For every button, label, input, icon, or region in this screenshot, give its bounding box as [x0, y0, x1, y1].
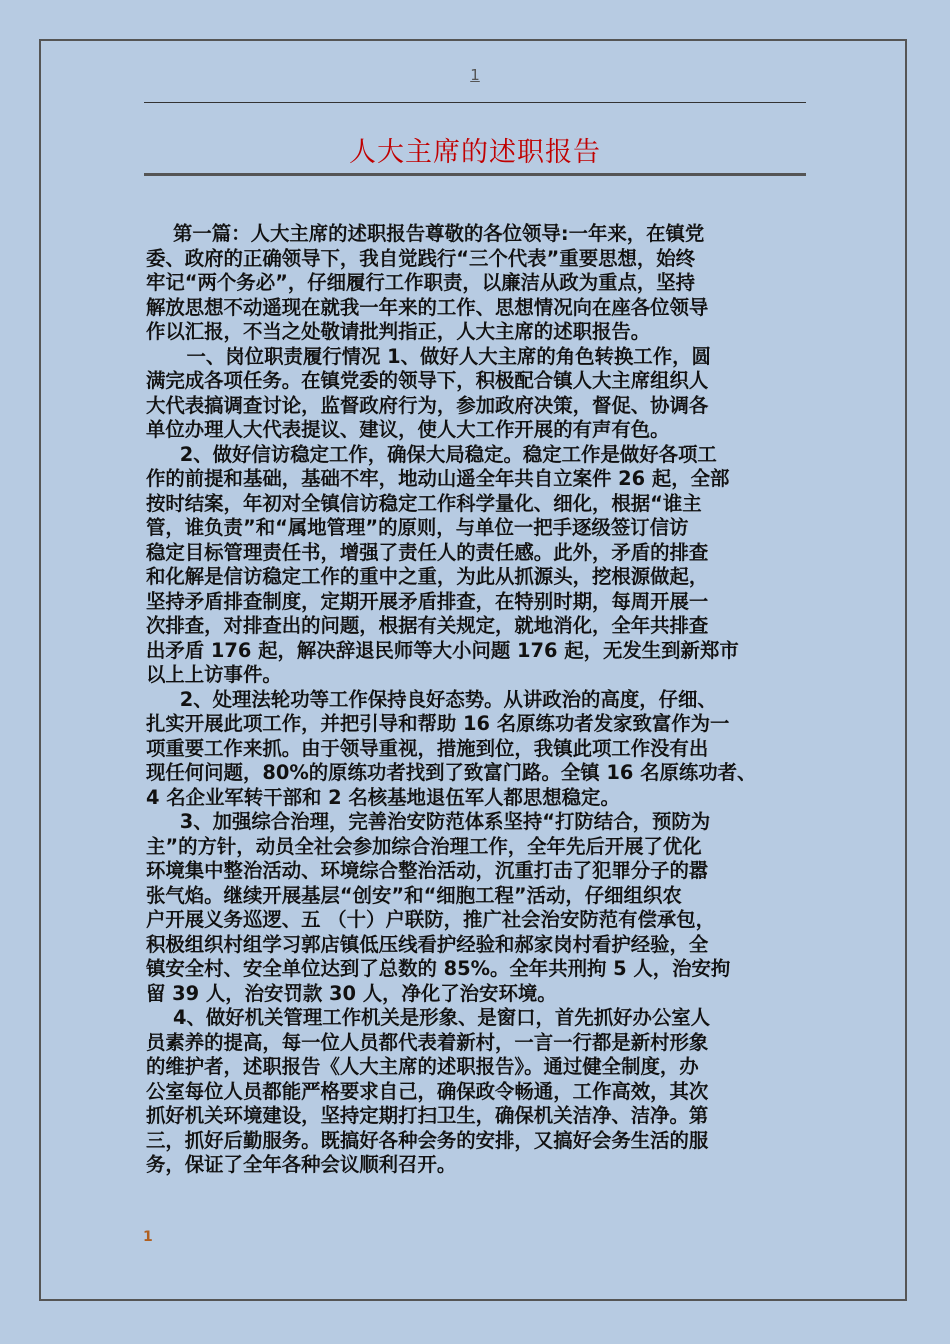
- text-line: 积极组织村组学习郭店镇低压线看护经验和郝家岗村看护经验，全: [146, 932, 709, 956]
- text-line: 2、处理法轮功等工作保持良好态势。从讲政治的高度，仔细、: [146, 687, 717, 711]
- document-title: 人大主席的述职报告: [349, 137, 601, 168]
- header-page-number: 1: [470, 66, 480, 84]
- paragraph: [146, 443, 808, 688]
- text-line: 公室每位人员都能严格要求自己，确保政令畅通，工作高效，其次: [146, 1079, 709, 1103]
- text-line: 第一篇：人大主席的述职报告尊敬的各位领导:一年来，在镇党: [146, 222, 705, 245]
- text-line: 项重要工作来抓。由于领导重视，措施到位，我镇此项工作没有出: [146, 736, 709, 760]
- text-line: 环境集中整治活动、环境综合整治活动，沉重打击了犯罪分子的嚣: [146, 859, 709, 882]
- text-line: 出矛盾 176 起，解决辞退民师等大小问题 176 起，无发生到新郑市: [146, 638, 739, 662]
- text-line: 一、岗位职责履行情况 1、做好人大主席的角色转换工作，圆: [146, 344, 711, 368]
- paragraph: [146, 345, 808, 443]
- document-body: [146, 222, 808, 1178]
- text-line: 抓好机关环境建设，坚持定期打扫卫生，确保机关洁净、洁净。第: [146, 1104, 709, 1127]
- text-line: 镇安全村、安全单位达到了总数的 85%。全年共刑拘 5 人，治安拘: [146, 957, 731, 980]
- text-line: 4 名企业军转干部和 2 名核基地退伍军人都思想稳定。: [146, 785, 620, 809]
- text-line: 主”的方针，动员全社会参加综合治理工作，全年先后开展了优化: [146, 834, 702, 858]
- text-line: 扎实开展此项工作，并把引导和帮助 16 名原练功者发家致富作为一: [146, 712, 730, 735]
- text-line: 牢记“两个务必”，仔细履行工作职责，以廉洁从政为重点，坚持: [146, 271, 696, 294]
- text-line: 解放思想不动遥现在就我一年来的工作、思想情况向在座各位领导: [146, 295, 709, 319]
- text-line: 务，保证了全年各种会议顺利召开。: [146, 1153, 457, 1176]
- text-line: 以上上访事件。: [146, 663, 282, 686]
- paragraph: [146, 688, 808, 811]
- text-line: 和化解是信访稳定工作的重中之重，为此从抓源头，挖根源做起，: [146, 565, 709, 588]
- text-line: 张气焰。继续开展基层“创安”和“细胞工程”活动，仔细组织农: [146, 883, 682, 907]
- text-line: 次排查，对排查出的问题，根据有关规定，就地消化，全年共排查: [146, 614, 709, 637]
- text-line: 留 39 人，治安罚款 30 人，净化了治安环境。: [146, 981, 557, 1005]
- text-line: 大代表搞调查讨论，监督政府行为，参加政府决策，督促、协调各: [146, 393, 709, 417]
- text-line: 2、做好信访稳定工作，确保大局稳定。稳定工作是做好各项工: [146, 442, 717, 466]
- text-line: 按时结案，年初对全镇信访稳定工作科学量化、细化，根据“谁主: [146, 491, 702, 515]
- text-line: 稳定目标管理责任书，增强了责任人的责任感。此外，矛盾的排查: [146, 540, 709, 564]
- text-line: 委、政府的正确领导下，我自觉践行“三个代表”重要思想，始终: [146, 246, 696, 270]
- text-line: 单位办理人大代表提议、建议，使人大工作开展的有声有色。: [146, 418, 670, 441]
- header-divider: [144, 102, 806, 103]
- text-line: 三，抓好后勤服务。既搞好各种会务的安排，又搞好会务生活的服: [146, 1128, 709, 1152]
- text-line: 户开展义务巡逻、五 （十）户联防，推广社会治安防范有偿承包，: [146, 908, 716, 931]
- text-line: 作以汇报，不当之处敬请批判指正，人大主席的述职报告。: [146, 320, 651, 343]
- paragraph: [146, 810, 808, 1006]
- footer-page-number: 1: [143, 1229, 153, 1245]
- text-line: 现任何问题，80%的原练功者找到了致富门路。全镇 16 名原练功者、: [146, 761, 757, 784]
- text-line: 满完成各项任务。在镇党委的领导下，积极配合镇人大主席组织人: [146, 369, 709, 392]
- paragraph: [146, 1006, 808, 1178]
- text-line: 员素养的提高，每一位人员都代表着新村，一言一行都是新村形象: [146, 1030, 709, 1054]
- title-divider: [144, 173, 806, 176]
- paragraph: [146, 222, 808, 345]
- text-line: 3、加强综合治理，完善治安防范体系坚持“打防结合，预防为: [146, 810, 711, 833]
- text-line: 坚持矛盾排查制度，定期开展矛盾排查，在特别时期，每周开展一: [146, 589, 709, 613]
- text-line: 作的前提和基础，基础不牢，地动山遥全年共自立案件 26 起，全部: [146, 467, 730, 490]
- text-line: 的维护者，述职报告《人大主席的述职报告》。通过健全制度，办: [146, 1055, 699, 1078]
- text-line: 4、做好机关管理工作机关是形象、是窗口，首先抓好办公室人: [146, 1006, 711, 1029]
- text-line: 管，谁负责”和“属地管理”的原则，与单位一把手逐级签订信访: [146, 516, 689, 539]
